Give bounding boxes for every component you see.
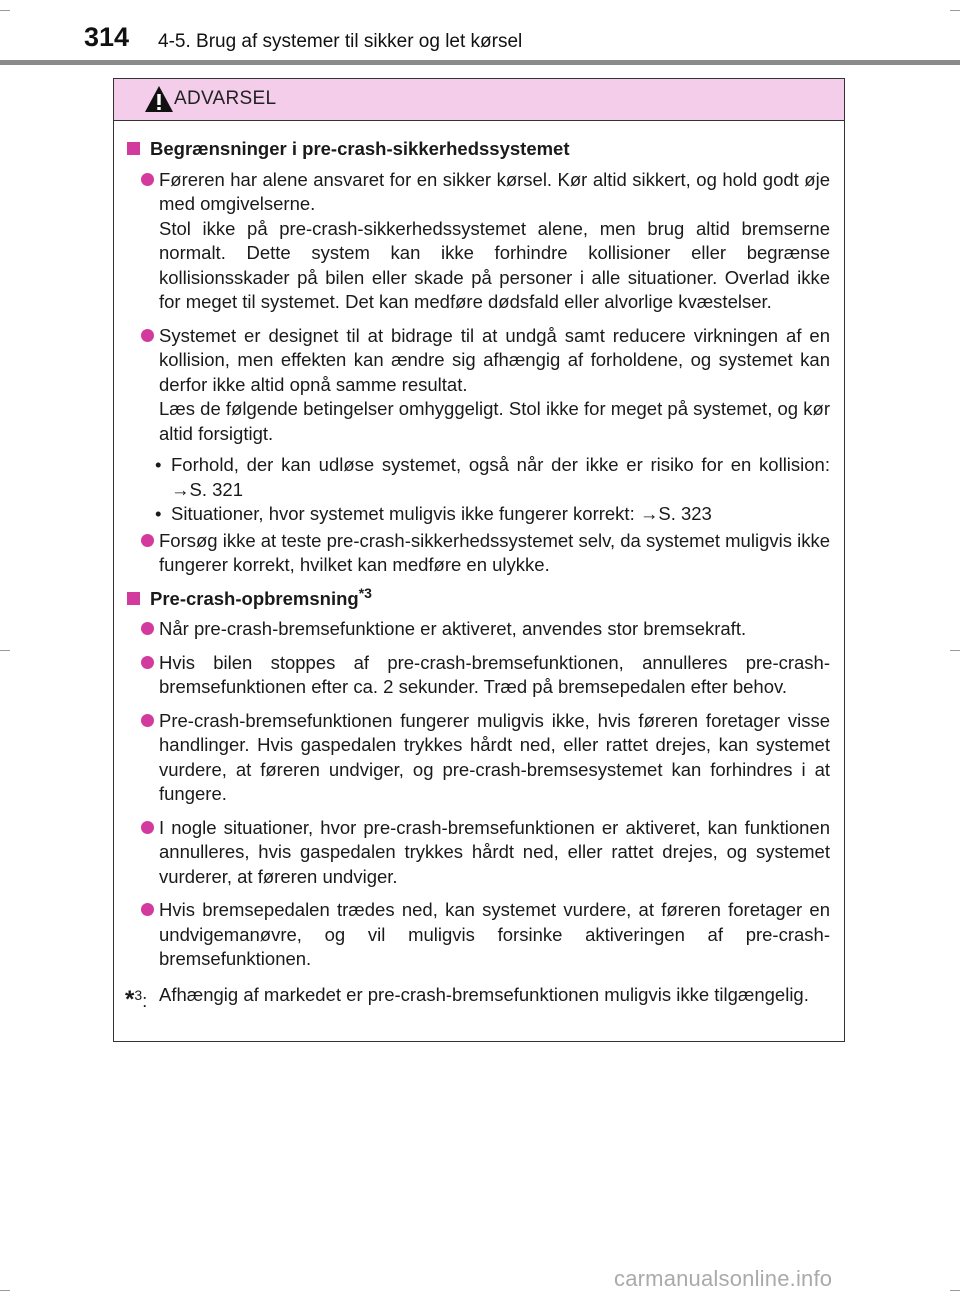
section-heading	[125, 584, 830, 612]
item-text: Pre-crash-bremsefunktionen fungerer muligvis ikke, hvis føreren foretager visse handlinger. Hvis gaspedalen trykkes hårdt ned, eller rattet drejes, kan systemet vurdere, at føreren undviger, og pre-crash-bremsesystemet kan forhindres i at fungere.	[159, 709, 830, 804]
item-text: Stol ikke på pre-crash-sikkerhedssystemet alene, men brug altid bremserne normalt. Dette system kan ikke forhindre kollisioner eller begrænse kollisionsskader på bilen eller skade på personer i alle situationer. Overlad ikke for meget til systemet. Det kan medføre dødsfald eller alvorlige kvæstelser.	[159, 217, 830, 312]
circle-bullet-icon	[141, 656, 154, 669]
circle-bullet-icon	[141, 821, 154, 834]
list-item	[125, 324, 830, 447]
footnote	[125, 982, 830, 1013]
section-title: Begrænsninger i pre-crash-sikkerhedssystemet	[150, 138, 570, 159]
square-bullet-icon	[127, 592, 140, 605]
list-item	[125, 816, 830, 890]
sub-list-item	[125, 453, 830, 502]
footnote-marker	[125, 982, 147, 1014]
footnote-star: *	[125, 985, 135, 1013]
warning-content	[114, 121, 844, 1013]
warning-label: ADVARSEL	[174, 88, 277, 109]
crop-mark	[0, 10, 10, 11]
crop-mark	[0, 1290, 10, 1291]
sub-item-text: Forhold, der kan udløse systemet, også når der ikke er risiko for en kollision: →S. 321	[171, 454, 830, 500]
bullet: •	[155, 454, 162, 475]
list-item	[125, 168, 830, 315]
list-item	[125, 617, 830, 642]
watermark: carmanualsonline.info	[614, 1266, 833, 1291]
section-heading	[125, 137, 830, 162]
item-text: Når pre-crash-bremsefunktione er aktiveret, anvendes stor bremsekraft.	[159, 618, 747, 639]
circle-bullet-icon	[141, 173, 154, 186]
list-item	[125, 651, 830, 700]
crop-mark	[950, 1290, 960, 1291]
footnote-number: 3	[134, 986, 143, 1003]
footnote-text: Afhængig af markedet er pre-crash-bremsefunktionen muligvis ikke tilgængelig.	[159, 983, 809, 1005]
warning-triangle-icon	[144, 85, 174, 113]
circle-bullet-icon	[141, 903, 154, 916]
item-text: Forsøg ikke at teste pre-crash-sikkerhedssystemet selv, da systemet muligvis ikke fungerer korrekt, hvilket kan medføre en ulykke.	[159, 529, 831, 575]
sub-list-item	[125, 502, 830, 527]
circle-bullet-icon	[141, 714, 154, 727]
circle-bullet-icon	[141, 534, 154, 547]
list-item	[125, 529, 830, 578]
bullet: •	[155, 503, 162, 524]
footnote-ref: *3	[358, 584, 372, 601]
item-text: Føreren har alene ansvaret for en sikker kørsel. Kør altid sikkert, og hold godt øje med omgivelserne.	[159, 168, 830, 214]
section-title: Pre-crash-opbremsning	[150, 587, 359, 609]
chapter-title: 4-5. Brug af systemer til sikker og let kørsel	[158, 31, 523, 52]
item-text: I nogle situationer, hvor pre-crash-bremsefunktionen er aktiveret, kan funktionen annulleres, hvis gaspedalen trykkes hårdt ned, eller rattet drejes, og systemet vurderer, at føreren undviger.	[159, 816, 830, 887]
item-text: Systemet er designet til at bidrage til at undgå samt reducere virkningen af en kollision, men effekten kan ændre sig afhængig af forholdene, og systemet kan derfor ikke altid opnå samme resultat.	[159, 324, 830, 395]
circle-bullet-icon	[141, 622, 154, 635]
warning-header	[114, 79, 844, 121]
sub-item-text: Situationer, hvor systemet muligvis ikke fungerer korrekt: →S. 323	[171, 503, 712, 524]
sub-list	[125, 453, 830, 527]
circle-bullet-icon	[141, 329, 154, 342]
page-number: 314	[84, 22, 130, 52]
crop-mark	[950, 10, 960, 11]
item-text: Læs de følgende betingelser omhyggeligt. Stol ikke for meget på systemet, og kør altid forsigtigt.	[159, 398, 830, 444]
crop-mark	[950, 650, 960, 651]
item-text: Hvis bremsepedalen trædes ned, kan systemet vurdere, at føreren foretager en undvigemanøvre, og vil muligvis forsinke aktiveringen af pre-crash-bremsefunktionen.	[159, 899, 830, 969]
list-item	[125, 898, 830, 972]
square-bullet-icon	[127, 142, 140, 155]
header-rule	[0, 60, 960, 65]
item-text: Hvis bilen stoppes af pre-crash-bremsefunktionen, annulleres pre-crash-bremsefunktionen efter ca. 2 sekunder. Træd på bremsepedalen efter behov.	[159, 651, 830, 697]
footnote-colon: :	[142, 989, 148, 1011]
warning-box	[113, 78, 845, 1042]
list-item	[125, 709, 830, 807]
crop-mark	[0, 650, 10, 651]
